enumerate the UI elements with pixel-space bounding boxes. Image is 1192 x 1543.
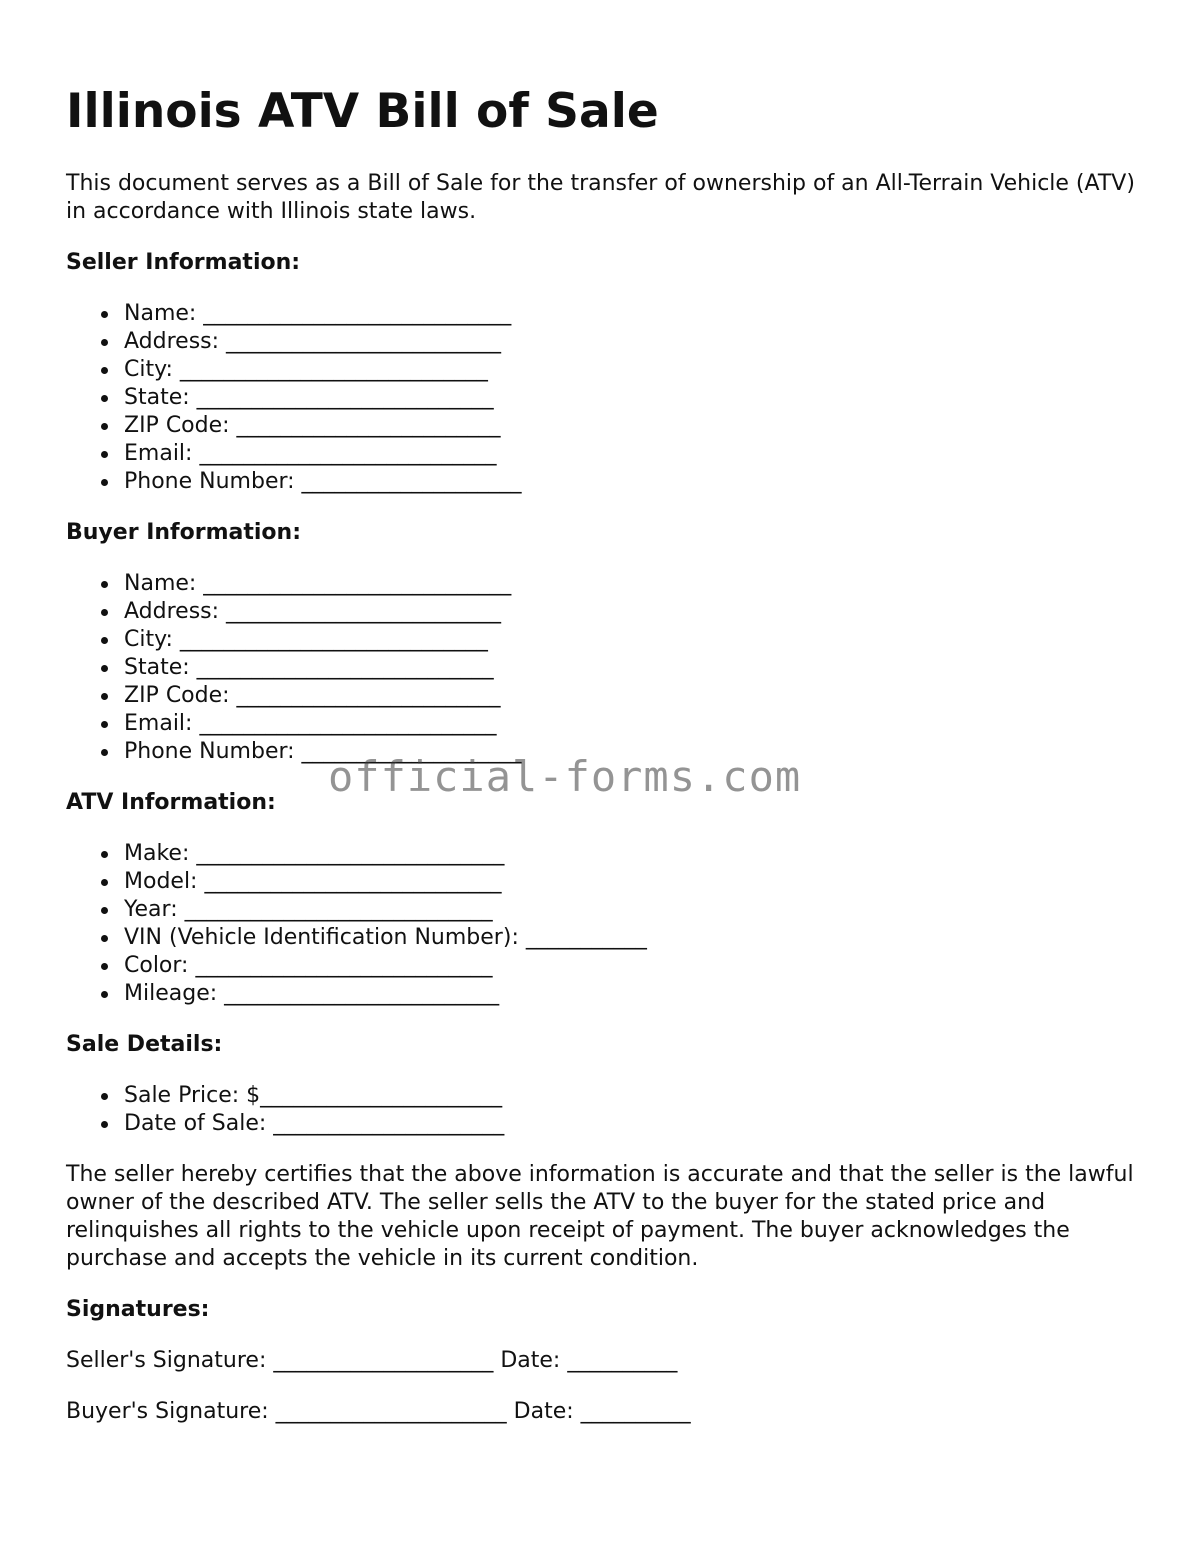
sale-date-field: Date of Sale: _____________________: [124, 1110, 1136, 1138]
buyer-signature-line: Buyer's Signature: _____________________ Date: __________: [66, 1399, 691, 1424]
buyer-email-field: Email: ___________________________: [124, 710, 1136, 738]
atv-section-heading: ATV Information:: [66, 790, 276, 815]
atv-color-field: Color: ___________________________: [124, 952, 1136, 980]
seller-name-field: Name: ____________________________: [124, 300, 1136, 328]
seller-city-field: City: ____________________________: [124, 356, 1136, 384]
buyer-state-field: State: ___________________________: [124, 654, 1136, 682]
sale-field-list: [66, 1082, 1136, 1138]
seller-state-field: State: ___________________________: [124, 384, 1136, 412]
sale-price-field: Sale Price: $______________________: [124, 1082, 1136, 1110]
page-title: Illinois ATV Bill of Sale: [66, 84, 659, 139]
signatures-section-heading: Signatures:: [66, 1297, 210, 1322]
seller-signature-line: Seller's Signature: ____________________ Date: __________: [66, 1348, 678, 1373]
seller-phone-field: Phone Number: ____________________: [124, 468, 1136, 496]
certification-paragraph: The seller hereby certifies that the above information is accurate and that the seller is the lawful owner of the described ATV. The seller sells the ATV to the buyer for the stated price and relinquishes all rights to the vehicle upon receipt of payment. The buyer acknowledges the purchase and accepts the vehicle in its current condition.: [66, 1162, 1134, 1271]
buyer-field-list: [66, 570, 1136, 766]
sale-section-heading: Sale Details:: [66, 1032, 223, 1057]
watermark-text: official-forms.com: [328, 752, 802, 801]
atv-vin-field: VIN (Vehicle Identification Number): ___________: [124, 924, 1136, 952]
intro-paragraph: This document serves as a Bill of Sale for the transfer of ownership of an All-Terrain Vehicle (ATV) in accordance with Illinois state laws.: [66, 171, 1135, 224]
buyer-city-field: City: ____________________________: [124, 626, 1136, 654]
atv-mileage-field: Mileage: _________________________: [124, 980, 1136, 1008]
buyer-name-field: Name: ____________________________: [124, 570, 1136, 598]
buyer-section-heading: Buyer Information:: [66, 520, 301, 545]
buyer-phone-field: Phone Number: ____________________: [124, 738, 1136, 766]
document-page: [66, 82, 1136, 1449]
seller-field-list: [66, 300, 1136, 496]
seller-address-field: Address: _________________________: [124, 328, 1136, 356]
atv-year-field: Year: ____________________________: [124, 896, 1136, 924]
atv-make-field: Make: ____________________________: [124, 840, 1136, 868]
buyer-zip-field: ZIP Code: ________________________: [124, 682, 1136, 710]
seller-section-heading: Seller Information:: [66, 250, 301, 275]
seller-email-field: Email: ___________________________: [124, 440, 1136, 468]
seller-zip-field: ZIP Code: ________________________: [124, 412, 1136, 440]
buyer-address-field: Address: _________________________: [124, 598, 1136, 626]
atv-field-list: [66, 840, 1136, 1008]
atv-model-field: Model: ___________________________: [124, 868, 1136, 896]
